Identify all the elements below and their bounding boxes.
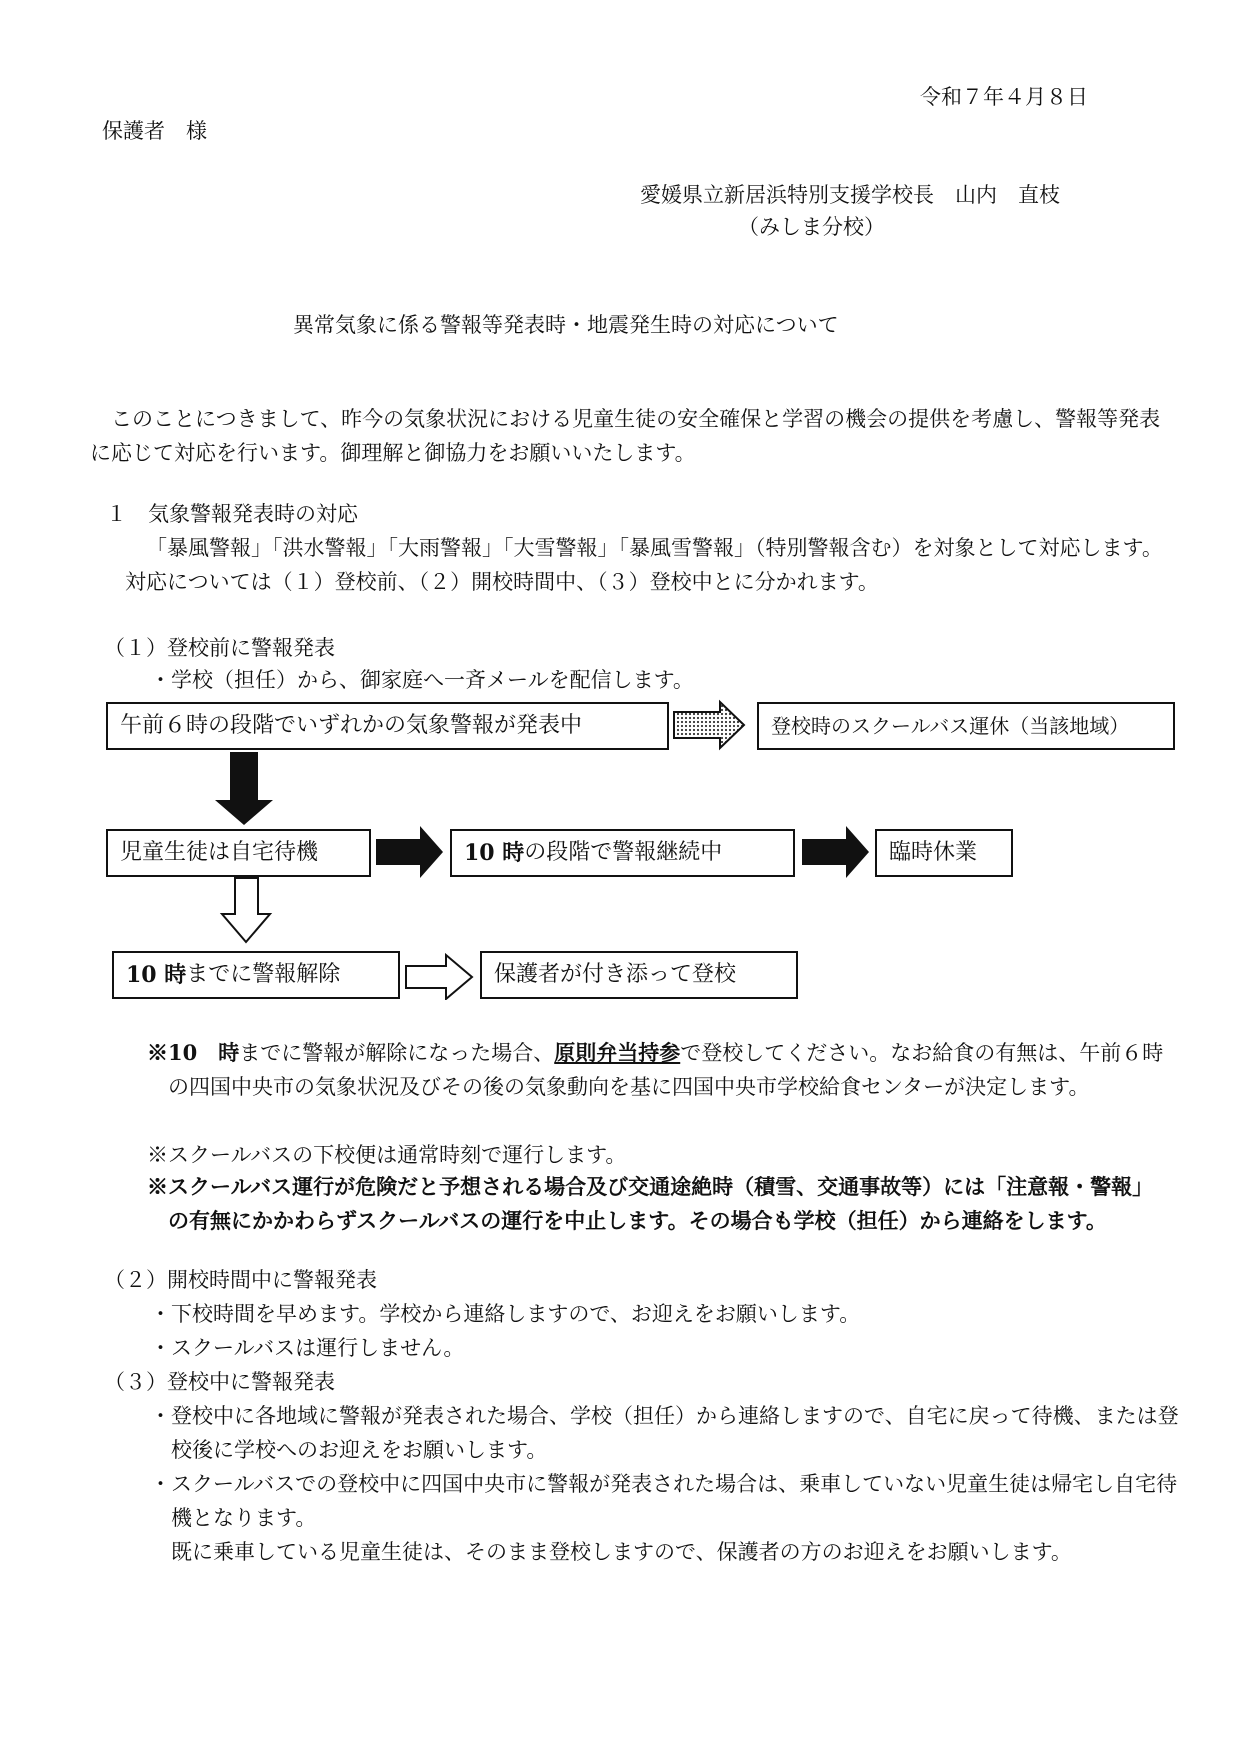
- flow-box-bus-suspended: 登校時のスクールバス運休（当該地域）: [757, 702, 1175, 750]
- note-bus-return: ※スクールバスの下校便は通常時刻で運行します。: [147, 1143, 627, 1167]
- solid-arrow-right-icon: [376, 826, 443, 878]
- solid-arrow-right-icon: [802, 826, 869, 878]
- hollow-arrow-right-icon: [406, 955, 472, 999]
- sub2-bullet2: ・スクールバスは運行しません。: [150, 1336, 465, 1360]
- branch-name: （みしま分校）: [738, 215, 885, 239]
- sub2-heading: （２）開校時間中に警報発表: [104, 1268, 377, 1292]
- note-emphasis: 原則弁当持参: [554, 1040, 681, 1065]
- sub3-bullet2-continued: 既に乗車している児童生徒は、そのまま登校しますので、保護者の方のお迎えをお願いします。: [171, 1540, 1072, 1564]
- sub3-heading: （３）登校中に警報発表: [104, 1370, 335, 1394]
- flow-box-parent-escort: 保護者が付き添って登校: [480, 951, 798, 999]
- note-text: までに警報が解除になった場合、: [239, 1041, 555, 1065]
- sub2-bullet1: ・下校時間を早めます。学校から連絡しますので、お迎えをお願いします。: [150, 1302, 861, 1326]
- flow-box-label: の段階で警報継続中: [524, 840, 723, 865]
- sender: 愛媛県立新居浜特別支援学校長 山内 直枝: [640, 183, 1060, 207]
- flow-box-warning-at-6am: 午前６時の段階でいずれかの気象警報が発表中: [106, 702, 669, 750]
- note-bus-cancel-text: ※スクールバス運行が危険だと予想される場合及び交通途絶時（積雪、交通事故等）には「注意報・警報」の有無にかかわらずスクールバスの運行を中止します。その場合も学校（担任）から連絡をします。: [147, 1174, 1154, 1233]
- sub3-bullet2: ・スクールバスでの登校中に四国中央市に警報が発表された場合は、乗車していない児童生徒は帰宅し自宅待機となります。: [150, 1472, 1178, 1530]
- flow-box-warning-lifted: [112, 951, 400, 999]
- note-time: ※10 時: [147, 1040, 240, 1065]
- section1-body: 「暴風警報」「洪水警報」「大雨警報」「大雪警報」「暴風雪警報」（特別警報含む）を対象として対応します。対応については（１）登校前、（２）開校時間中、（３）登校中とに分かれます。: [125, 536, 1163, 594]
- sub1-heading: （１）登校前に警報発表: [104, 636, 335, 660]
- intro-paragraph: このことにつきまして、昨今の気象状況における児童生徒の安全確保と学習の機会の提供を考慮し、警報等発表に応じて対応を行います。御理解と御協力をお願いいたします。: [90, 407, 1161, 465]
- note-bus-cancel: [147, 1170, 1167, 1238]
- note-lunch: [147, 1036, 1167, 1104]
- sub1-bullet: ・学校（担任）から、御家庭へ一斉メールを配信します。: [150, 668, 694, 692]
- flow-box-stay-home: 児童生徒は自宅待機: [106, 829, 371, 877]
- flow-box-label: までに警報解除: [186, 962, 341, 987]
- addressee: 保護者 様: [102, 119, 207, 143]
- flow-time-label: 10 時: [464, 840, 525, 866]
- date: 令和７年４月８日: [920, 85, 1088, 109]
- page-title: 異常気象に係る警報等発表時・地震発生時の対応について: [293, 313, 839, 337]
- flow-time-label: 10 時: [126, 962, 187, 988]
- dotted-arrow-right-icon: [674, 702, 744, 748]
- flow-box-temporary-closure: 臨時休業: [875, 829, 1013, 877]
- flow-box-warning-continues: [450, 829, 795, 877]
- section1-heading: １ 気象警報発表時の対応: [106, 502, 358, 526]
- sub3-bullet1: ・登校中に各地域に警報が発表された場合、学校（担任）から連絡しますので、自宅に戻って待機、または登校後に学校へのお迎えをお願いします。: [150, 1404, 1179, 1462]
- solid-arrow-down-icon: [215, 752, 273, 825]
- hollow-arrow-down-icon: [222, 878, 270, 942]
- note-text: で登校してください。なお給食の有無は、午前６時の四国中央市の気象状況及びその後の気象動向を基に四国中央市学校給食センターが決定します。: [168, 1041, 1164, 1099]
